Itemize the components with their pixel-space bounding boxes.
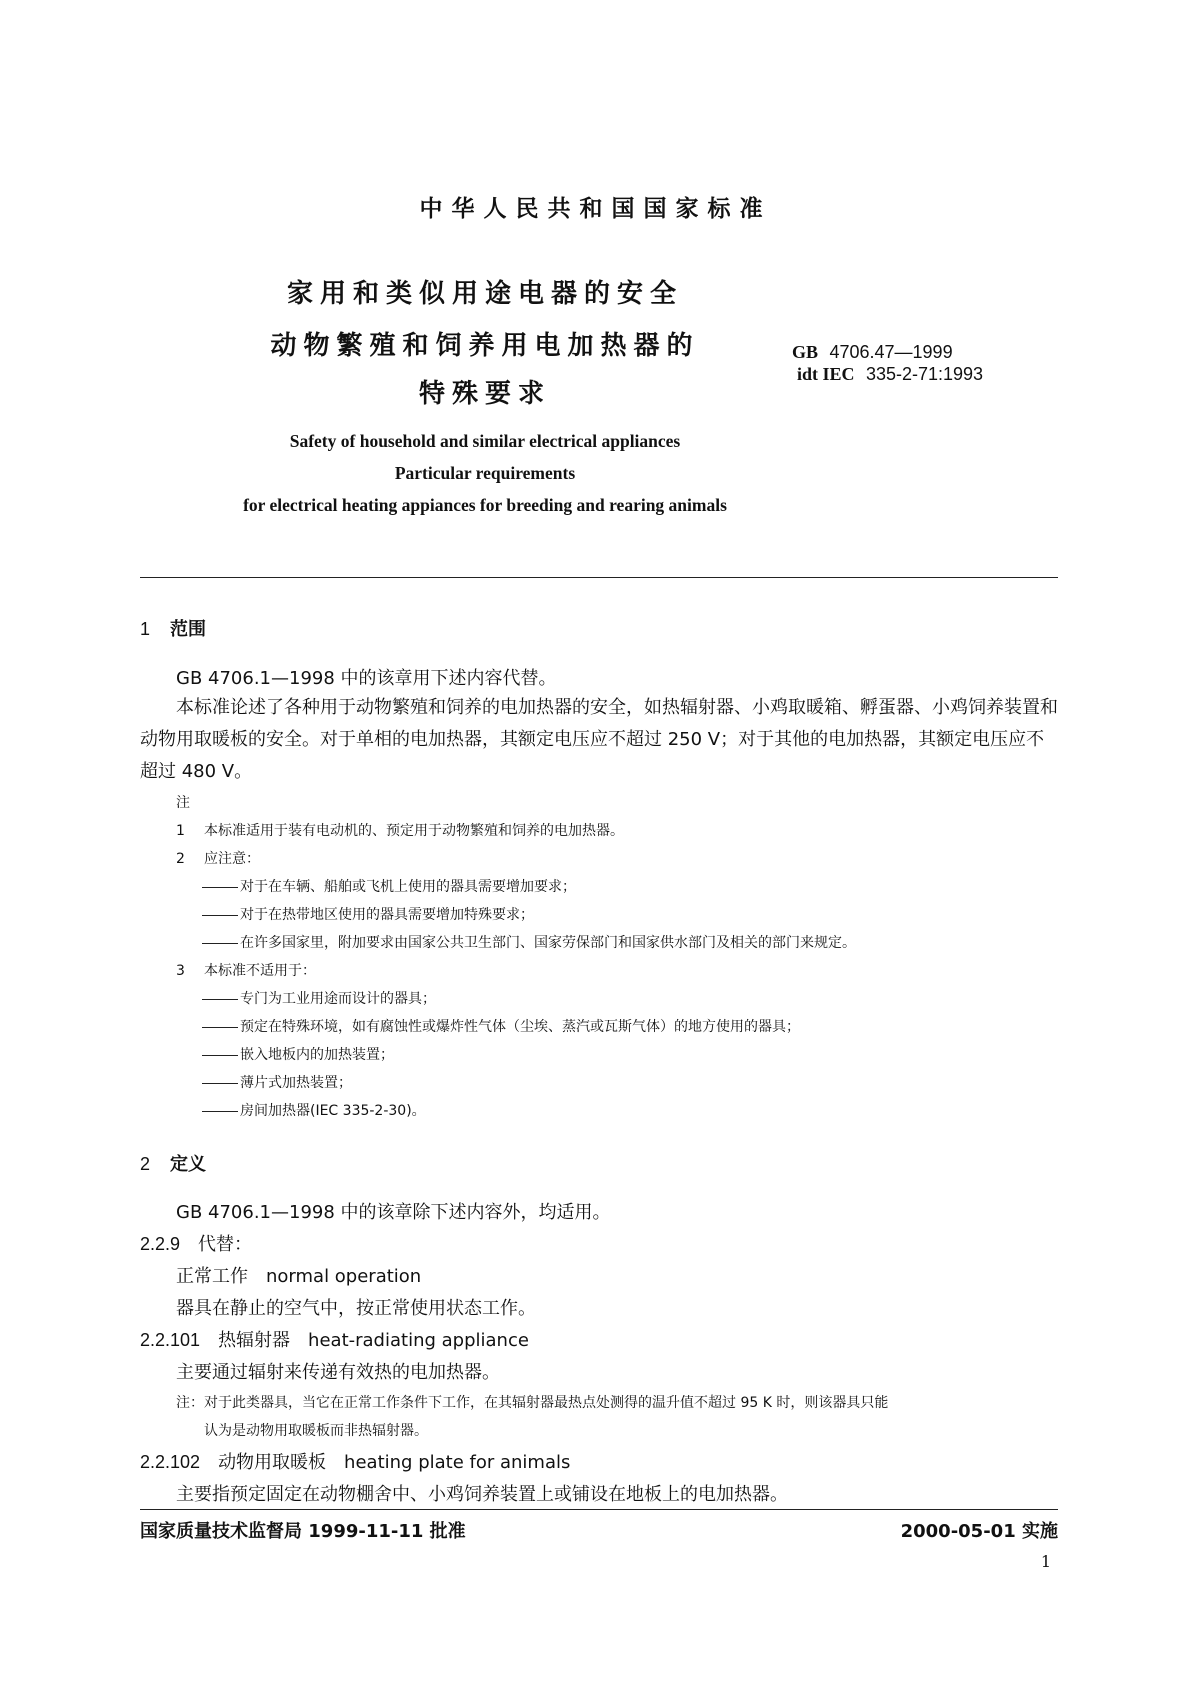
note-3-item-text: 预定在特殊环境，如有腐蚀性或爆炸性气体（尘埃、蒸汽或瓦斯气体）的地方使用的器具； xyxy=(240,1019,800,1035)
header-divider xyxy=(140,577,1058,578)
note-3 xyxy=(176,960,316,980)
note-1 xyxy=(176,820,624,840)
clause-text: 热辐射器 heat-radiating appliance xyxy=(218,1330,529,1351)
note-3-item xyxy=(202,988,436,1008)
note-2-text: 应注意： xyxy=(204,851,260,867)
section-1-body: 本标准论述了各种用于动物繁殖和饲养的电加热器的安全，如热辐射器、小鸡取暖箱、孵蛋器、小鸡饲养装置和动物用取暖板的安全。对于单相的电加热器，其额定电压应不超过 250 V；对于其他的电加热器，其额定电压应不超过 480 V。 xyxy=(140,697,1058,782)
note-1-number: 1 xyxy=(176,823,185,839)
std-prefix: GB xyxy=(792,342,819,362)
idt-number-value: 335-2-71:1993 xyxy=(865,364,984,384)
section-2-number: 2 xyxy=(140,1154,151,1174)
note-heat-radiating-line-2: 认为是动物用取暖板而非热辐射器。 xyxy=(204,1423,428,1439)
note-2-item-text: 对于在热带地区使用的器具需要增加特殊要求； xyxy=(240,907,534,923)
section-2-heading xyxy=(140,1150,206,1176)
title-en-line-1: Safety of household and similar electrical appliances xyxy=(289,431,681,451)
title-cn-line-3: 特殊要求 xyxy=(418,379,551,409)
note-1-text: 本标准适用于装有电动机的、预定用于动物繁殖和饲养的电加热器。 xyxy=(204,823,624,839)
note-3-item xyxy=(202,1072,352,1092)
implementation-date: 2000-05-01 实施 xyxy=(900,1521,1058,1542)
section-1-intro: GB 4706.1—1998 中的该章用下述内容代替。 xyxy=(176,668,557,689)
section-1-number: 1 xyxy=(140,619,151,639)
approval-info: 国家质量技术监督局 1999-11-11 批准 xyxy=(140,1521,466,1542)
note-heat-radiating-line-1: 注：对于此类器具，当它在正常工作条件下工作，在其辐射器最热点处测得的温升值不超过 95 K 时，则该器具只能 xyxy=(176,1395,889,1411)
clause-2-2-9 xyxy=(140,1230,252,1256)
note-3-item-text: 嵌入地板内的加热装置； xyxy=(240,1047,394,1063)
title-cn-line-2: 动物繁殖和饲养用电加热器的 xyxy=(270,331,700,361)
term-normal-operation: 正常工作 normal operation xyxy=(176,1266,422,1287)
note-3-number: 3 xyxy=(176,963,185,979)
footer-divider xyxy=(140,1509,1058,1510)
definition-normal-operation: 器具在静止的空气中，按正常使用状态工作。 xyxy=(176,1298,536,1319)
clause-text: 动物用取暖板 heating plate for animals xyxy=(218,1452,571,1473)
dash xyxy=(202,999,238,1000)
dash xyxy=(202,915,238,916)
clause-number: 2.2.102 xyxy=(140,1452,201,1472)
note-2-item xyxy=(202,904,534,924)
std-number-value: 4706.47—1999 xyxy=(829,342,953,362)
note-label: 注 xyxy=(176,795,190,811)
note-2 xyxy=(176,848,260,868)
note-3-item-text: 专门为工业用途而设计的器具； xyxy=(240,991,436,1007)
note-3-text: 本标准不适用于： xyxy=(204,963,316,979)
note-3-item-text: 房间加热器(IEC 335-2-30)。 xyxy=(240,1103,426,1119)
clause-number: 2.2.101 xyxy=(140,1330,201,1350)
note-3-item xyxy=(202,1016,800,1036)
clause-2-2-102 xyxy=(140,1448,570,1474)
dash xyxy=(202,1111,238,1112)
note-2-item-text: 在许多国家里，附加要求由国家公共卫生部门、国家劳保部门和国家供水部门及相关的部门来规定。 xyxy=(240,935,856,951)
note-3-item-text: 薄片式加热装置； xyxy=(240,1075,352,1091)
title-cn-line-1: 家用和类似用途电器的安全 xyxy=(286,279,683,309)
dash xyxy=(202,887,238,888)
clause-text: 代替： xyxy=(198,1234,253,1255)
title-en-line-2: Particular requirements xyxy=(394,463,576,483)
national-standard-heading: 中华人民共和国国家标准 xyxy=(419,196,772,222)
clause-2-2-101 xyxy=(140,1326,529,1352)
page-number: 1 xyxy=(1040,1552,1051,1571)
dash xyxy=(202,943,238,944)
dash xyxy=(202,1083,238,1084)
note-2-item-text: 对于在车辆、船舶或飞机上使用的器具需要增加要求； xyxy=(240,879,576,895)
standard-number xyxy=(792,342,953,363)
note-2-item xyxy=(202,932,856,952)
clause-number: 2.2.9 xyxy=(140,1234,181,1254)
definition-heating-plate: 主要指预定固定在动物棚舍中、小鸡饲养装置上或铺设在地板上的电加热器。 xyxy=(176,1484,788,1505)
note-3-item xyxy=(202,1044,394,1064)
note-2-number: 2 xyxy=(176,851,185,867)
title-en-line-3: for electrical heating appiances for breeding and rearing animals xyxy=(243,495,727,515)
definition-heat-radiating: 主要通过辐射来传递有效热的电加热器。 xyxy=(176,1362,500,1383)
dash xyxy=(202,1027,238,1028)
note-2-item xyxy=(202,876,576,896)
note-3-item xyxy=(202,1100,426,1120)
idt-reference xyxy=(797,364,983,385)
section-1-heading xyxy=(140,615,206,641)
section-1-title: 范围 xyxy=(170,619,206,640)
section-2-title: 定义 xyxy=(170,1154,206,1175)
idt-prefix: idt IEC xyxy=(797,364,855,384)
dash xyxy=(202,1055,238,1056)
section-2-intro: GB 4706.1—1998 中的该章除下述内容外，均适用。 xyxy=(176,1202,611,1223)
